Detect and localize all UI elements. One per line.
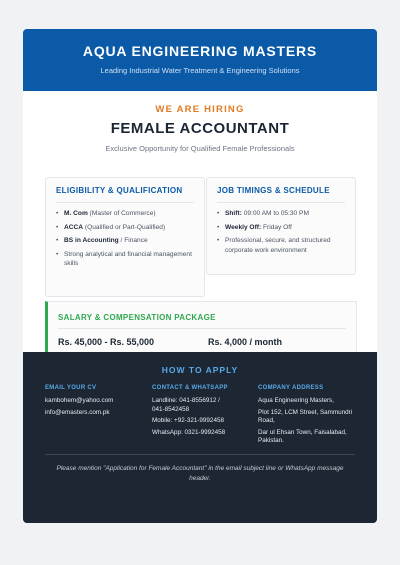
timings-list (217, 209, 345, 255)
salary-title: SALARY & COMPENSATION PACKAGE (58, 313, 216, 322)
landline-text: Landline: 041-8556912 / 041-8542458 (152, 397, 220, 413)
whatsapp-text: WhatsApp: 0321-9992458 (152, 428, 226, 436)
email-column (45, 385, 145, 420)
hiring-kicker: WE ARE HIRING (155, 104, 245, 115)
divider (58, 328, 346, 329)
timings-title: JOB TIMINGS & SCHEDULE (217, 186, 330, 195)
company-subtitle: Leading Industrial Water Treatment & Engineering Solutions (100, 66, 300, 75)
application-note: Please mention "Application for Female Accountant" in the email subject line or WhatsApp message header. (56, 465, 344, 482)
email-link[interactable]: kambohem@yahoo.com (45, 397, 114, 404)
address-line: Aqua Engineering Masters, (258, 397, 334, 404)
timings-box (206, 177, 356, 275)
email-heading: EMAIL YOUR CV (45, 385, 97, 391)
salary-monthly: Rs. 4,000 / month (208, 337, 283, 347)
divider (45, 454, 355, 455)
mobile-text: Mobile: +92-321-9992458 (152, 417, 224, 425)
eligibility-list (56, 209, 194, 269)
eligibility-title: ELIGIBILITY & QUALIFICATION (56, 186, 183, 195)
company-name: AQUA ENGINEERING MASTERS (82, 43, 318, 59)
list-item: • Shift: 09:00 AM to 05:30 PM (217, 209, 345, 219)
job-title: FEMALE ACCOUNTANT (110, 120, 290, 137)
contact-heading: CONTACT & WHATSAPP (152, 385, 228, 391)
address-line: Dar ul Ehsan Town, Faisalabad, Pakistan. (258, 428, 347, 445)
list-item: • M. Com (Master of Commerce) (56, 209, 194, 219)
list-item: • Professional, secure, and structured corporate work environment (217, 236, 345, 255)
divider (56, 202, 194, 203)
apply-title: HOW TO APPLY (161, 365, 239, 375)
header-banner (23, 29, 377, 91)
job-poster (23, 29, 377, 523)
address-line: Plot 152, LCM Street, Sammundri Road, (258, 408, 353, 425)
address-heading: COMPANY ADDRESS (258, 385, 324, 391)
apply-section (23, 352, 377, 523)
address-column (258, 385, 358, 449)
contact-column (152, 385, 252, 440)
email-link[interactable]: info@emasters.com.pk (45, 408, 110, 416)
job-tagline: Exclusive Opportunity for Qualified Female Professionals (105, 144, 295, 153)
eligibility-box (45, 177, 205, 297)
salary-range: Rs. 45,000 - Rs. 55,000 (58, 337, 155, 347)
divider (217, 202, 345, 203)
list-item: • Weekly Off: Friday Off (217, 223, 345, 233)
list-item: • ACCA (Qualified or Part-Qualified) (56, 223, 194, 233)
list-item: • Strong analytical and financial management skills (56, 250, 194, 269)
salary-box (45, 301, 357, 355)
list-item: • BS in Accounting / Finance (56, 236, 194, 246)
